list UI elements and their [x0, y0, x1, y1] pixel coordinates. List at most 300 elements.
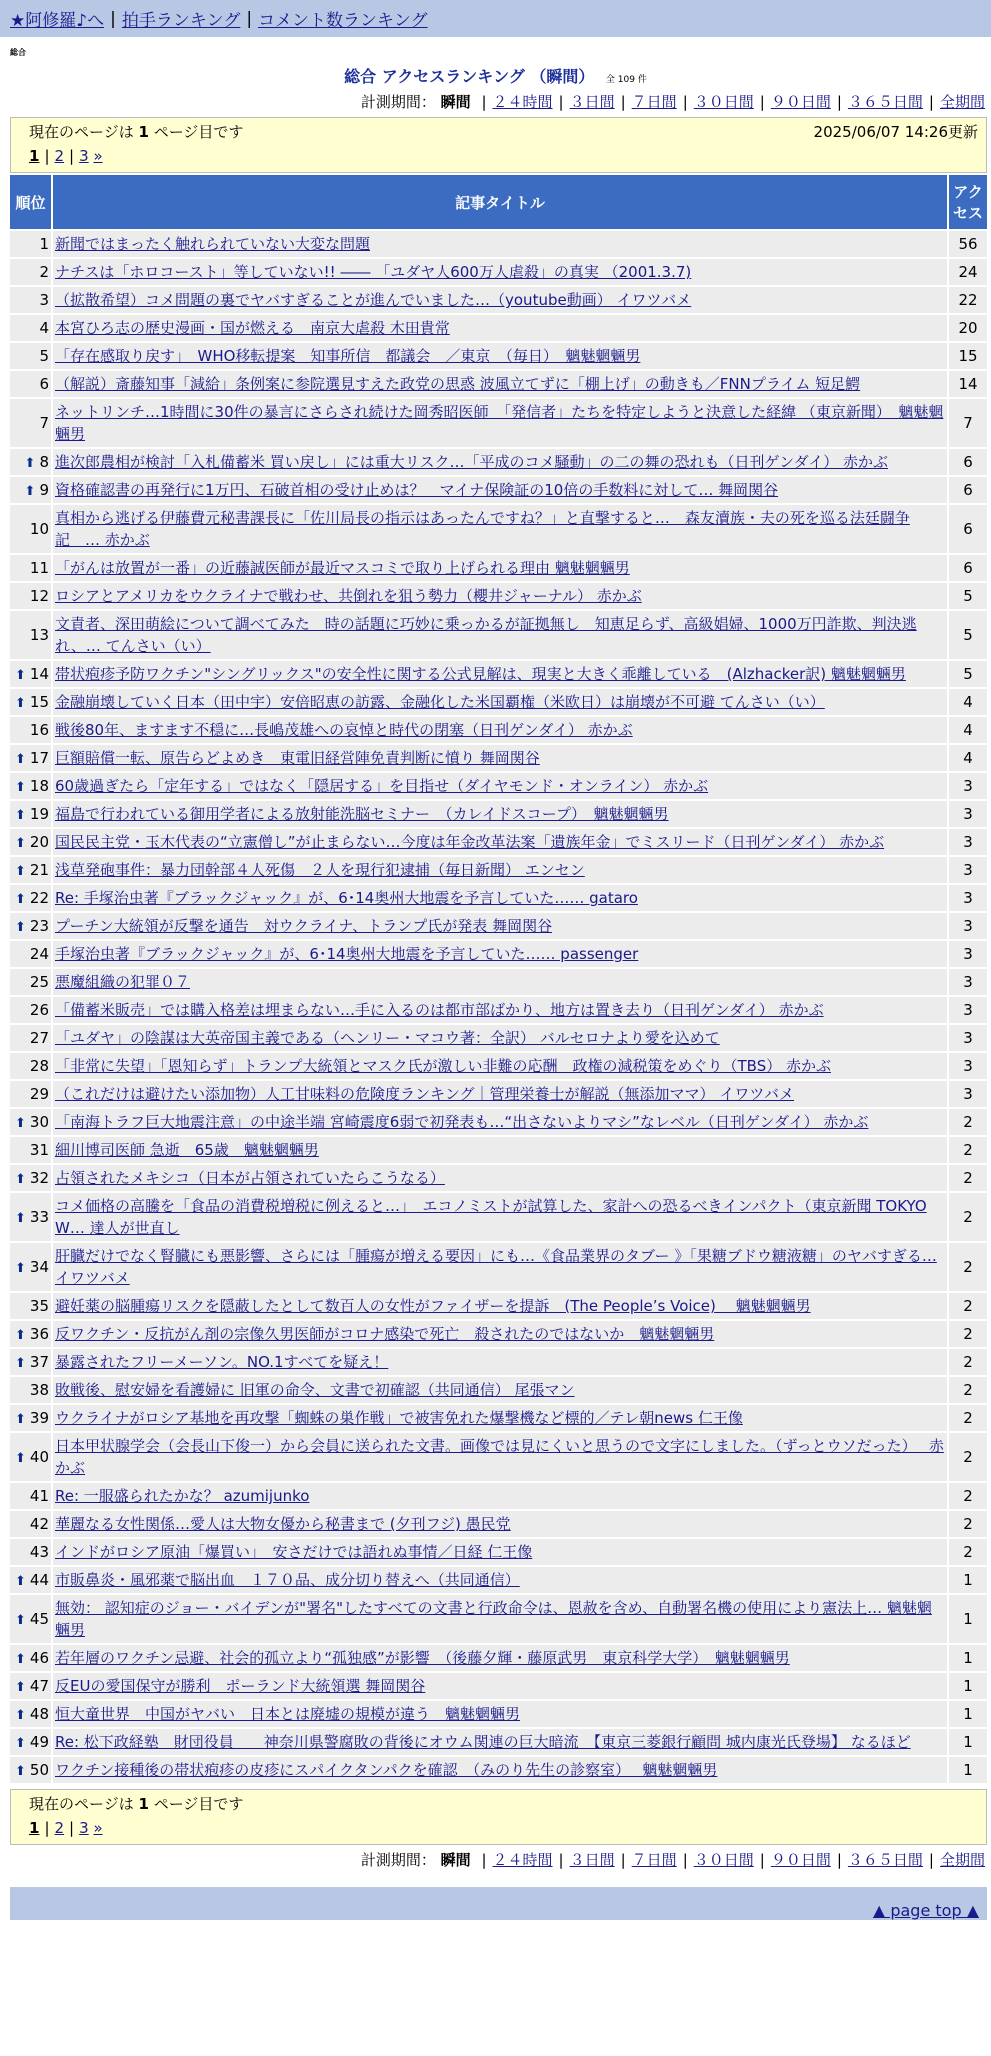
rank-number: 15	[29, 693, 49, 711]
period-separator: |	[682, 93, 688, 111]
ranking-row	[10, 1165, 987, 1191]
article-title-link[interactable]: ナチスは「ホロコースト」等していない!! ―― 「ユダヤ人600万人虐殺」の真実 （2001.3.7)	[55, 263, 692, 281]
next-page-link[interactable]: »	[93, 147, 103, 165]
access-count: 4	[949, 745, 987, 771]
article-title-link[interactable]: 本宮ひろ志の歴史漫画・国が燃える 南京大虐殺 木田貴常	[55, 319, 450, 337]
ranking-row	[10, 343, 987, 369]
ranking-row	[10, 1595, 987, 1643]
rank-cell	[10, 1165, 51, 1191]
access-count: 1	[949, 1645, 987, 1671]
pager-separator: |	[69, 147, 75, 165]
applause-ranking-link[interactable]: 拍手ランキング	[121, 11, 241, 31]
article-title-link[interactable]: 細川博司医師 急逝 65歳 魑魅魍魎男	[55, 1141, 319, 1159]
next-page-link[interactable]: »	[93, 1819, 103, 1837]
rank-cell	[10, 1673, 51, 1699]
rank-up-arrow-icon: ⬆	[15, 696, 26, 711]
article-title-link[interactable]: 避妊薬の脳腫瘍リスクを隠蔽したとして数百人の女性がファイザーを提訴 (The People’s Voice) 魑魅魍魎男	[55, 1297, 811, 1315]
rank-cell	[10, 1511, 51, 1537]
article-title-link[interactable]: 福島で行われている御用学者による放射能洗脳セミナー （カレイドスコープ） 魑魅魍魎男	[55, 805, 669, 823]
rank-number: 20	[29, 833, 49, 851]
article-title-link[interactable]: 肝臓だけでなく腎臓にも悪影響、さらには「腫瘍が増える要因」にも…《食品業界のタブー 》「果糖ブドウ糖液糖」のヤバすぎる… イワツバメ	[55, 1247, 937, 1287]
rank-cell	[10, 287, 51, 313]
title-cell	[53, 717, 947, 743]
rank-up-arrow-icon: ⬆	[15, 1652, 26, 1667]
article-title-link[interactable]: Re: 手塚治虫著『ブラックジャック』が、6･14奥州大地震を予言していた…… gataro	[55, 889, 638, 907]
rank-number: 35	[29, 1297, 49, 1315]
ranking-row	[10, 1377, 987, 1403]
access-count: 3	[949, 801, 987, 827]
period-option-link[interactable]: ９０日間	[770, 93, 831, 111]
access-count: 2	[949, 1109, 987, 1135]
title-cell	[53, 1511, 947, 1537]
page-title-row	[0, 64, 991, 87]
comment-ranking-link[interactable]: コメント数ランキング	[258, 11, 428, 31]
article-title-link[interactable]: 若年層のワクチン忌避、社会的孤立より“孤独感”が影響 （後藤夕輝・藤原武男 東京科学大学） 魑魅魍魎男	[55, 1649, 790, 1667]
article-title-link[interactable]: インドがロシア原油「爆買い」 安さだけでは語れぬ事情／日経 仁王像	[55, 1543, 533, 1561]
access-count: 3	[949, 829, 987, 855]
ranking-row	[10, 583, 987, 609]
rank-number: 46	[29, 1649, 49, 1667]
pager-links	[29, 1816, 978, 1840]
access-count: 3	[949, 857, 987, 883]
rank-cell	[10, 611, 51, 659]
rank-number: 48	[29, 1705, 49, 1723]
access-count: 3	[949, 885, 987, 911]
title-cell	[53, 1757, 947, 1783]
access-count: 3	[949, 997, 987, 1023]
rank-up-arrow-icon: ⬆	[15, 752, 26, 767]
title-cell	[53, 1673, 947, 1699]
rank-up-arrow-icon: ⬆	[15, 1261, 26, 1276]
rank-cell	[10, 997, 51, 1023]
rank-up-arrow-icon: ⬆	[15, 1356, 26, 1371]
article-title-link[interactable]: 華麗なる女性関係…愛人は大物女優から秘書まで (夕刊フジ) 愚民党	[55, 1515, 511, 1533]
period-label: 計測期間：	[360, 1851, 436, 1869]
ranking-row	[10, 611, 987, 659]
access-count: 24	[949, 259, 987, 285]
page-link[interactable]: 2	[54, 1819, 65, 1837]
home-link[interactable]: ★阿修羅♪へ	[10, 11, 105, 31]
rank-up-arrow-icon: ⬆	[15, 1451, 26, 1466]
rank-up-arrow-icon: ⬆	[15, 864, 26, 879]
rank-cell	[10, 1293, 51, 1319]
ranking-row	[10, 1567, 987, 1593]
title-cell	[53, 1193, 947, 1241]
access-count: 2	[949, 1511, 987, 1537]
article-title-link[interactable]: 敗戦後、慰安婦を看護婦に 旧軍の命令、文書で初確認（共同通信） 尾張マン	[55, 1381, 575, 1399]
ranking-row	[10, 287, 987, 313]
rank-cell	[10, 1193, 51, 1241]
ranking-row	[10, 1483, 987, 1509]
rank-number: 25	[29, 973, 49, 991]
article-title-link[interactable]: 悪魔組織の犯罪０７	[55, 973, 191, 991]
access-count: 6	[949, 555, 987, 581]
period-label: 計測期間：	[360, 93, 436, 111]
title-cell	[53, 801, 947, 827]
rank-number: 11	[29, 559, 49, 577]
access-count: 5	[949, 611, 987, 659]
article-title-link[interactable]: 占領されたメキシコ（日本が占領されていたらこうなる）	[55, 1169, 445, 1187]
title-cell	[53, 1645, 947, 1671]
period-option-link[interactable]: ７日間	[631, 93, 677, 111]
title-cell	[53, 583, 947, 609]
article-title-link[interactable]: 無効： 認知症のジョー・バイデンが"署名"したすべての文書と行政命令は、恩赦を含め、自動署名機の使用により憲法上… 魑魅魍魎男	[55, 1599, 932, 1639]
rank-number: 36	[29, 1325, 49, 1343]
title-cell	[53, 885, 947, 911]
article-title-link[interactable]: プーチン大統領が反撃を通告 対ウクライナ、トランプ氏が発表 舞岡関谷	[55, 917, 553, 935]
page-status-number: 1	[138, 1795, 149, 1813]
access-count: 6	[949, 505, 987, 553]
article-title-link[interactable]: ネットリンチ…1時間に30件の暴言にさらされ続けた岡秀昭医師 「発信者」たちを特定しようと決意した経緯 （東京新聞） 魑魅魍魎男	[55, 403, 944, 443]
access-count: 3	[949, 1053, 987, 1079]
ranking-row	[10, 1673, 987, 1699]
rank-number: 1	[39, 235, 49, 253]
title-cell	[53, 1293, 947, 1319]
period-option-link[interactable]: ３６５日間	[847, 1851, 923, 1869]
page-link[interactable]: 3	[79, 147, 89, 165]
ranking-row	[10, 315, 987, 341]
article-title-link[interactable]: 文責者、深田萌絵について調べてみた 時の話題に巧妙に乗っかるが証拠無し 知恵足らず、高級娼婦、1000万円詐欺、判決逃れ、… てんさい（い）	[55, 615, 917, 655]
title-cell	[53, 343, 947, 369]
period-option-link[interactable]: ３６５日間	[847, 93, 923, 111]
rank-number: 16	[29, 721, 49, 739]
rank-cell	[10, 1729, 51, 1755]
article-title-link[interactable]: （これだけは避けたい添加物）人工甘味料の危険度ランキング｜管理栄養士が解説（無添加ママ） イワツバメ	[55, 1085, 795, 1103]
period-separator: |	[759, 1851, 765, 1869]
article-title-link[interactable]: 暴露されたフリーメーソン。NO.1すべてを疑え！	[55, 1353, 389, 1371]
access-count: 2	[949, 1243, 987, 1291]
access-count: 2	[949, 1433, 987, 1481]
access-count: 3	[949, 1025, 987, 1051]
article-title-link[interactable]: 反ワクチン・反抗がん剤の宗像久男医師がコロナ感染で死亡 殺されたのではないか 魑魅魍魎男	[55, 1325, 715, 1343]
rank-number: 21	[29, 861, 49, 879]
page-link[interactable]: 2	[54, 147, 65, 165]
rank-number: 30	[29, 1113, 49, 1131]
total-count: 全 109 件	[605, 75, 647, 85]
rank-cell	[10, 969, 51, 995]
rank-cell	[10, 1053, 51, 1079]
period-option-link[interactable]: ７日間	[631, 1851, 677, 1869]
article-title-link[interactable]: 進次郎農相が検討「入札備蓄米 買い戻し」には重大リスク…「平成のコメ騒動」の二の舞の恐れも（日刊ゲンダイ） 赤かぶ	[55, 453, 889, 471]
page-current: 1	[29, 147, 40, 165]
pager-separator: |	[44, 147, 50, 165]
rank-up-arrow-icon: ⬆	[15, 920, 26, 935]
ranking-row	[10, 231, 987, 257]
title-cell	[53, 259, 947, 285]
article-title-link[interactable]: ウクライナがロシア基地を再攻撃「蜘蛛の巣作戦」で被害免れた爆撃機など標的／テレ朝news 仁王像	[55, 1409, 743, 1427]
access-count: 2	[949, 1349, 987, 1375]
rank-number: 17	[29, 749, 49, 767]
article-title-link[interactable]: 新聞ではまったく触れられていない大変な問題	[55, 235, 371, 253]
title-cell	[53, 1567, 947, 1593]
article-title-link[interactable]: （拡散希望）コメ問題の裏でヤバすぎることが進んでいました…（youtube動画） イワツバメ	[55, 291, 692, 309]
article-title-link[interactable]: 真相から逃げる伊藤費元秘書課長に「佐川局長の指示はあったんですね？」と直撃すると… 森友瀆族・夫の死を巡る法廷闘争記 … 赤かぶ	[55, 509, 910, 549]
article-title-link[interactable]: 市販鼻炎・風邪薬で脳出血 １７０品、成分切り替えへ（共同通信）	[55, 1571, 520, 1589]
access-count: 22	[949, 287, 987, 313]
rank-cell	[10, 1081, 51, 1107]
title-cell	[53, 1025, 947, 1051]
period-separator: |	[481, 93, 487, 111]
rank-number: 39	[29, 1409, 49, 1427]
article-title-link[interactable]: 恒大童世界 中国がヤバい 日本とは廃墟の規模が違う 魑魅魍魎男	[55, 1705, 521, 1723]
rank-up-arrow-icon: ⬆	[15, 1736, 26, 1751]
rank-up-arrow-icon: ⬆	[15, 1328, 26, 1343]
period-option-link[interactable]: 全期間	[939, 1851, 985, 1869]
access-count: 2	[949, 1165, 987, 1191]
title-cell	[53, 997, 947, 1023]
rank-cell	[10, 1567, 51, 1593]
rank-cell	[10, 857, 51, 883]
rank-up-arrow-icon: ⬆	[15, 1708, 26, 1723]
title-cell	[53, 941, 947, 967]
article-title-link[interactable]: ロシアとアメリカをウクライナで戦わせ、共倒れを狙う勢力（櫻井ジャーナル） 赤かぶ	[55, 587, 642, 605]
ranking-row	[10, 555, 987, 581]
ranking-row	[10, 1193, 987, 1241]
title-cell	[53, 1321, 947, 1347]
access-count: 3	[949, 969, 987, 995]
title-cell	[53, 913, 947, 939]
access-count: 2	[949, 1293, 987, 1319]
rank-up-arrow-icon: ⬆	[15, 780, 26, 795]
rank-number: 40	[29, 1448, 49, 1466]
access-count: 6	[949, 449, 987, 475]
article-title-link[interactable]: 60歳過ぎたら「定年する」ではなく「隠居する」を目指せ（ダイヤモンド・オンライン） 赤かぶ	[55, 777, 709, 795]
title-cell	[53, 449, 947, 475]
pager-links	[29, 144, 978, 168]
period-separator: |	[558, 93, 564, 111]
ranking-row	[10, 1321, 987, 1347]
rank-number: 9	[39, 481, 49, 499]
ranking-row	[10, 1433, 987, 1481]
title-cell	[53, 1165, 947, 1191]
nav-separator: |	[246, 8, 253, 29]
ranking-row	[10, 399, 987, 447]
page-current: 1	[29, 1819, 40, 1837]
title-cell	[53, 315, 947, 341]
period-option-link[interactable]: ２４時間	[492, 1851, 553, 1869]
period-option-link[interactable]: 全期間	[939, 93, 985, 111]
ranking-row	[10, 661, 987, 687]
title-cell	[53, 1539, 947, 1565]
article-title-link[interactable]: コメ価格の高騰を「食品の消費税増税に例えると…」 エコノミストが試算した、家計への恐るべきインパクト（東京新聞 TOKYO W… 達人が世直し	[55, 1197, 927, 1237]
rank-cell	[10, 1701, 51, 1727]
page-status-suffix: ページ目です	[148, 1795, 244, 1813]
rank-cell	[10, 1321, 51, 1347]
rank-number: 6	[39, 375, 49, 393]
updated-timestamp: 2025/06/07 14:26更新	[813, 123, 978, 141]
access-count: 1	[949, 1567, 987, 1593]
title-cell	[53, 689, 947, 715]
rank-cell	[10, 371, 51, 397]
ranking-row	[10, 773, 987, 799]
page-top-link[interactable]: ▲ page top ▲	[872, 1901, 979, 1920]
page-title: 総合 アクセスランキング （瞬間）	[344, 67, 595, 86]
article-title-link[interactable]: Re: 一服盛られたかな？ azumijunko	[55, 1487, 310, 1505]
period-separator: |	[759, 93, 765, 111]
ranking-row	[10, 449, 987, 475]
article-title-link[interactable]: 国民民主党・玉木代表の“立憲僧し”が止まらない…今度は年金改革法案「遺族年金」でミスリード（日刊ゲンダイ） 赤かぶ	[55, 833, 885, 851]
access-count: 1	[949, 1701, 987, 1727]
rank-up-arrow-icon: ⬆	[15, 1764, 26, 1779]
rank-cell	[10, 1109, 51, 1135]
rank-number: 45	[29, 1610, 49, 1628]
rank-cell	[10, 343, 51, 369]
access-count: 20	[949, 315, 987, 341]
period-option-link[interactable]: ２４時間	[492, 93, 553, 111]
title-cell	[53, 1729, 947, 1755]
title-cell	[53, 857, 947, 883]
ranking-row	[10, 801, 987, 827]
article-title-link[interactable]: 帯状疱疹予防ワクチン"シングリックス"の安全性に関する公式見解は、現実と大きく乖離している (Alzhacker訳) 魑魅魍魎男	[55, 665, 906, 683]
article-title-link[interactable]: 「がんは放置が一番」の近藤誠医師が最近マスコミで取り上げられる理由 魑魅魍魎男	[55, 559, 630, 577]
rank-cell	[10, 1405, 51, 1431]
period-option-link[interactable]: ９０日間	[770, 1851, 831, 1869]
ranking-row	[10, 371, 987, 397]
rank-number: 18	[29, 777, 49, 795]
rank-cell	[10, 315, 51, 341]
ranking-row	[10, 885, 987, 911]
period-options	[475, 93, 985, 111]
article-title-link[interactable]: 「備蓄米販売」では購入格差は埋まらない…手に入るのは都市部ばかり、地方は置き去り（日刊ゲンダイ） 赤かぶ	[55, 1001, 824, 1019]
rank-up-arrow-icon: ⬆	[15, 1172, 26, 1187]
period-separator: |	[836, 1851, 842, 1869]
rank-cell	[10, 1025, 51, 1051]
rank-header: 順位	[10, 175, 51, 229]
top-nav-bar	[0, 0, 991, 37]
access-count: 1	[949, 1595, 987, 1643]
rank-cell	[10, 689, 51, 715]
ranking-row	[10, 1243, 987, 1291]
article-title-link[interactable]: 日本甲状腺学会（会長山下俊一）から会員に送られた文書。画像では見にくいと思うので文字にしました。（ずっとウソだった） 赤かぶ	[55, 1437, 944, 1477]
ranking-row	[10, 941, 987, 967]
ranking-row	[10, 745, 987, 771]
access-count: 56	[949, 231, 987, 257]
period-option-link[interactable]: ３０日間	[693, 1851, 754, 1869]
article-title-link[interactable]: 巨額賠償一転、原告らどよめき 東電旧経営陣免責判断に憤り 舞岡関谷	[55, 749, 540, 767]
article-title-link[interactable]: 戦後80年、ますます不穏に…長嶋茂雄への哀悼と時代の閉塞（日刊ゲンダイ） 赤かぶ	[55, 721, 633, 739]
rank-number: 38	[29, 1381, 49, 1399]
period-option-link[interactable]: ３０日間	[693, 93, 754, 111]
period-active: 瞬間	[440, 1851, 471, 1869]
title-cell	[53, 829, 947, 855]
rank-number: 33	[29, 1208, 49, 1226]
rank-up-arrow-icon: ⬆	[24, 484, 36, 499]
access-count: 3	[949, 913, 987, 939]
period-separator: |	[620, 93, 626, 111]
rank-cell	[10, 555, 51, 581]
access-count: 5	[949, 661, 987, 687]
rank-cell	[10, 913, 51, 939]
ranking-row	[10, 259, 987, 285]
ranking-row	[10, 1081, 987, 1107]
rank-up-arrow-icon: ⬆	[15, 1613, 26, 1628]
rank-number: 12	[29, 587, 49, 605]
rank-cell	[10, 259, 51, 285]
rank-cell	[10, 1483, 51, 1509]
access-count: 2	[949, 1405, 987, 1431]
page-status	[29, 1792, 243, 1816]
rank-up-arrow-icon: ⬆	[15, 1412, 26, 1427]
title-cell	[53, 1349, 947, 1375]
ranking-row	[10, 717, 987, 743]
title-cell	[53, 1701, 947, 1727]
pager-top	[10, 117, 987, 173]
rank-cell	[10, 717, 51, 743]
access-count: 5	[949, 583, 987, 609]
article-title-link[interactable]: 「存在感取り戻す」 WHO移転提案 知事所信 都議会 ／東京 （毎日） 魑魅魍魎男	[55, 347, 641, 365]
article-title-link[interactable]: 「非常に失望」「恩知らず」トランプ大統領とマスク氏が激しい非難の応酬 政権の減税策をめぐり（TBS） 赤かぶ	[55, 1057, 831, 1075]
rank-cell	[10, 1349, 51, 1375]
access-count: 2	[949, 1377, 987, 1403]
rank-number: 24	[29, 945, 49, 963]
rank-cell	[10, 1433, 51, 1481]
rank-cell	[10, 801, 51, 827]
period-option-link[interactable]: ３日間	[569, 1851, 615, 1869]
ranking-row	[10, 1137, 987, 1163]
article-title-link[interactable]: 浅草発砲事件：暴力団幹部４人死傷 ２人を現行犯逮捕（毎日新聞） エンセン	[55, 861, 585, 879]
rank-number: 32	[29, 1169, 49, 1187]
period-option-link[interactable]: ３日間	[569, 93, 615, 111]
rank-cell	[10, 1243, 51, 1291]
period-separator: |	[928, 93, 934, 111]
ranking-table	[8, 173, 989, 1785]
access-count: 3	[949, 1081, 987, 1107]
rank-cell	[10, 1645, 51, 1671]
access-count: 3	[949, 773, 987, 799]
article-title-link[interactable]: （解説）斎藤知事「減給」条例案に参院選見すえた政党の思惑 波風立てずに「棚上げ」の動きも／FNNプライム 短足鰐	[55, 375, 861, 393]
article-title-link[interactable]: ワクチン接種後の帯状疱疹の皮疹にスパイクタンパクを確認 （みのり先生の診察室） 魑魅魍魎男	[55, 1761, 718, 1779]
title-cell	[53, 1595, 947, 1643]
rank-up-arrow-icon: ⬆	[24, 456, 36, 471]
rank-number: 28	[29, 1057, 49, 1075]
rank-number: 13	[29, 626, 49, 644]
section-label: 総合	[10, 48, 26, 57]
period-options	[475, 1851, 985, 1869]
rank-number: 37	[29, 1353, 49, 1371]
rank-cell	[10, 1757, 51, 1783]
rank-cell	[10, 885, 51, 911]
access-count: 2	[949, 1321, 987, 1347]
rank-number: 27	[29, 1029, 49, 1047]
title-cell	[53, 231, 947, 257]
article-title-link[interactable]: 「ユダヤ」の陰謀は大英帝国主義である（ヘンリー・マコウ著：全訳） バルセロナより愛を込めて	[55, 1029, 720, 1047]
access-count: 7	[949, 399, 987, 447]
rank-number: 8	[39, 453, 49, 471]
rank-up-arrow-icon: ⬆	[15, 808, 26, 823]
rank-cell	[10, 745, 51, 771]
ranking-row	[10, 997, 987, 1023]
article-title-link[interactable]: 金融崩壊していく日本（田中宇）安倍昭恵の訪露、金融化した米国覇権（米欧日）は崩壊が不可避 てんさい（い）	[55, 693, 825, 711]
access-count: 2	[949, 1539, 987, 1565]
title-cell	[53, 969, 947, 995]
rank-number: 42	[29, 1515, 49, 1533]
article-title-link[interactable]: 手塚治虫著『ブラックジャック』が、6･14奥州大地震を予言していた…… passenger	[55, 945, 639, 963]
article-title-link[interactable]: 反EUの愛国保守が勝利 ポーランド大統領選 舞岡関谷	[55, 1677, 426, 1695]
rank-up-arrow-icon: ⬆	[15, 1574, 26, 1589]
page-status-suffix: ページ目です	[148, 123, 244, 141]
ranking-row	[10, 1511, 987, 1537]
page-status-prefix: 現在のページは	[29, 1795, 139, 1813]
article-title-link[interactable]: Re: 松下政経塾 財団役員 神奈川県警腐敗の背後にオウム関連の巨大暗流 【東京三菱銀行顧問 城内康光氏登場】 なるほど	[55, 1733, 911, 1751]
rank-number: 41	[29, 1487, 49, 1505]
rank-up-arrow-icon: ⬆	[15, 836, 26, 851]
article-title-link[interactable]: 資格確認書の再発行に1万円、石破首相の受け止めは？ マイナ保険証の10倍の手数料に対して… 舞岡関谷	[55, 481, 779, 499]
title-cell	[53, 773, 947, 799]
rank-number: 3	[39, 291, 49, 309]
page-link[interactable]: 3	[79, 1819, 89, 1837]
rank-cell	[10, 773, 51, 799]
article-title-link[interactable]: 「南海トラフ巨大地震注意」の中途半端 宮崎震度6弱で初発表も…“出さないよりマシ”なレベル（日刊ゲンダイ） 赤かぶ	[55, 1113, 869, 1131]
